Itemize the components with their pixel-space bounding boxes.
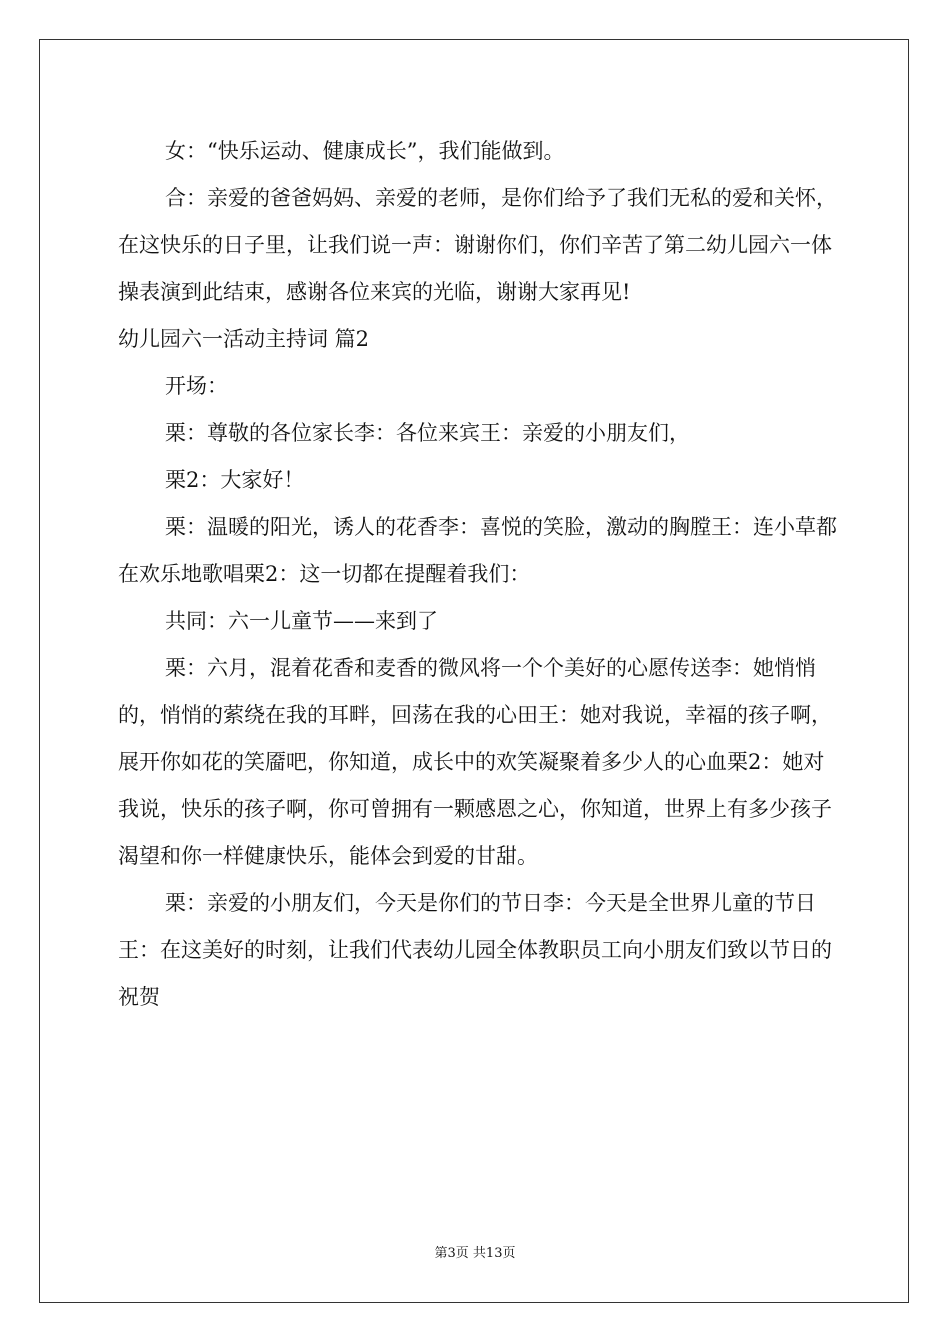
page-number-footer: 第3页 共13页 [434,1246,516,1261]
paragraph: 栗：温暖的阳光，诱人的花香李：喜悦的笑脸，激动的胸膛王：连小草都在欢乐地歌唱栗2：这一切都在提醒着我们： [118,515,837,586]
paragraph: 共同：六一儿童节——来到了 [165,609,438,633]
paragraph: 栗2：大家好！ [165,468,305,492]
paragraph: 女：“快乐运动、健康成长”，我们能做到。 [165,139,565,163]
paragraph: 栗：尊敬的各位家长李：各位来宾王：亲爱的小朋友们， [165,421,690,445]
document-body [118,128,838,1021]
paragraph: 栗：亲爱的小朋友们，今天是你们的节日李：今天是全世界儿童的节日王：在这美好的时刻，让我们代表幼儿园全体教职员工向小朋友们致以节日的祝贺 [118,891,832,1009]
paragraph: 栗：六月，混着花香和麦香的微风将一个个美好的心愿传送李：她悄悄的，悄悄的萦绕在我的耳畔，回荡在我的心田王：她对我说，幸福的孩子啊，展开你如花的笑靥吧，你知道，成长中的欢笑凝聚着多少人的心血栗2：她对我说，快乐的孩子啊，你可曾拥有一颗感恩之心，你知道，世界上有多少孩子渴望和你一样健康快乐，能体会到爱的甘甜。 [118,656,832,868]
paragraph: 合：亲爱的爸爸妈妈、亲爱的老师，是你们给予了我们无私的爱和关怀，在这快乐的日子里，让我们说一声：谢谢你们，你们辛苦了第二幼儿园六一体操表演到此结束，感谢各位来宾的光临，谢谢大家再见! [118,186,837,304]
paragraph: 开场： [165,374,228,398]
section-heading: 幼儿园六一活动主持词 篇2 [118,327,370,351]
